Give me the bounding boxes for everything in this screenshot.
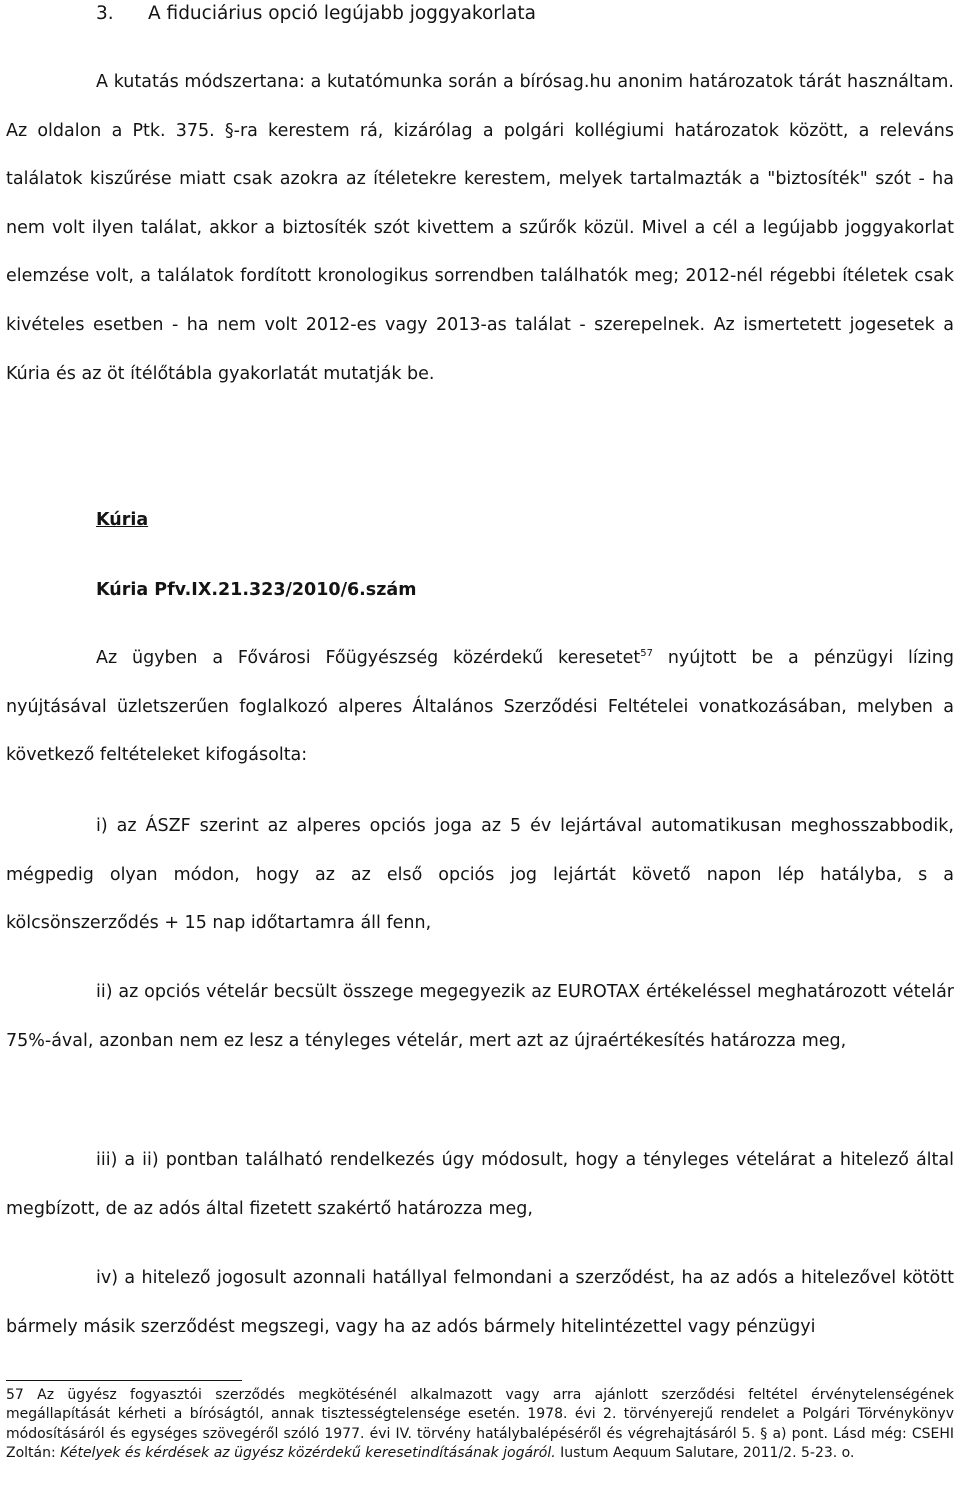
section-title: A fiduciárius opció legújabb joggyakorlata: [148, 3, 536, 24]
footnote-cited-title: Kételyek és kérdések az ügyész közérdekű keresetindításának jogáról.: [60, 1445, 556, 1462]
list-item-iii: iii) a ii) pontban található rendelkezés úgy módosult, hogy a tényleges vételárat a hitelező által megbízott, de az adós által fizetett szakértő határozza meg,: [6, 1150, 954, 1219]
footnote-text: Az ügyész fogyasztói szerződés megkötésénél alkalmazott vagy arra ajánlott szerződési feltétel érvénytelenségének megállapítását kérheti a bíróságtól, annak tisztességtelensége esetén. 1978. évi 2. törvényerejű rendelet a Polgári Törvénykönyv módosításáról és egységes szövegéről szóló 1977. évi IV. törvény hatálybalépéséről és végrehajtásáról 5. § a) pont. Lásd még: CSEHI Zoltán:: [6, 1387, 954, 1462]
footnote-text-end: Iustum Aequum Salutare, 2011/2. 5-23. o.: [555, 1445, 855, 1462]
footnote-reference[interactable]: 57: [640, 648, 653, 659]
section-heading: [96, 2, 536, 26]
case-intro-text-continued: nyújtott be a pénzügyi lízing nyújtásával üzletszerűen foglalkozó alperes Általános Szerződési Feltételei vonatkozásában, melyben a következő feltételeket kifogásolta:: [6, 648, 954, 766]
case-number-heading: Kúria Pfv.IX.21.323/2010/6.szám: [96, 580, 417, 600]
footnote: [6, 1386, 954, 1464]
list-item-i: i) az ÁSZF szerint az alperes opciós joga az 5 év lejártával automatikusan meghosszabbodik, mégpedig olyan módon, hogy az az első opciós jog lejártát követő napon lép hatályba, s a kölcsönszerződés + 15 nap időtartamra áll fenn,: [6, 816, 954, 934]
footnote-number: 57: [6, 1387, 24, 1403]
list-item-ii: ii) az opciós vételár becsült összege megegyezik az EUROTAX értékeléssel meghatározott vételár 75%-ával, azonban nem ez lesz a tényleges vételár, mert azt az újraértékesítés határozza meg,: [6, 982, 954, 1051]
court-subheading: Kúria: [96, 510, 149, 530]
methodology-paragraph: A kutatás módszertana: a kutatómunka során a bírósag.hu anonim határozatok tárát használtam. Az oldalon a Ptk. 375. §-ra kerestem rá, kizárólag a polgári kollégiumi határozatok között, a releváns találatok kiszűrése miatt csak azokra az ítéletekre kerestem, melyek tartalmazták a "biztosíték" szót - ha nem volt ilyen találat, akkor a biztosíték szót kivettem a szűrők közül. Mivel a cél a legújabb joggyakorlat elemzése volt, a találatok fordított kronologikus sorrendben találhatók meg; 2012-nél régebbi ítéletek csak kivételes esetben - ha nem volt 2012-es vagy 2013-as találat - szerepelnek. Az ismertetett jogesetek a Kúria és az öt ítélőtábla gyakorlatát mutatják be.: [6, 72, 954, 384]
case-intro-text: Az ügyben a Fővárosi Főügyészség közérdekű keresetet: [96, 648, 641, 668]
list-item-iv: iv) a hitelező jogosult azonnali hatállyal felmondani a szerződést, ha az adós a hitelezővel kötött bármely másik szerződést megszegi, vagy ha az adós bármely hitelintézettel vagy pénzügyi: [6, 1268, 954, 1337]
footnote-divider: [6, 1380, 242, 1381]
case-intro-paragraph: [6, 634, 954, 780]
section-number: 3.: [96, 3, 114, 24]
